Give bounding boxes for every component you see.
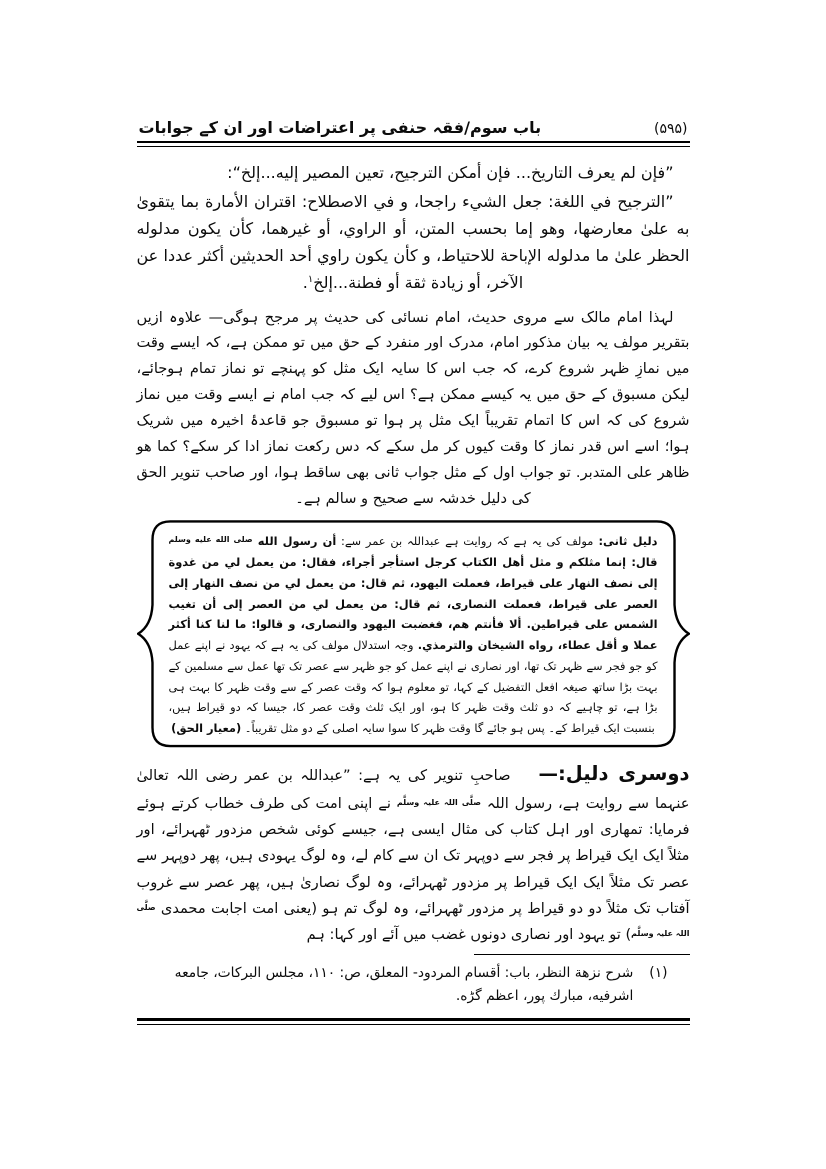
arabic-quote-line: ”فإن لم يعرف التاريخ... فإن أمكن الترجيح، تعين المصير إليه...إلخ“: [227,163,674,182]
second-dalil-heading: دوسری دلیل:— [538,761,690,785]
page-content [137,0,690,1025]
page-number: (۵۹۵) [654,121,688,137]
footnote [137,962,690,1008]
second-dalil-text: صاحبِ تنویر کی یہ ہے: ”عبداللہ بن عمر رضی اللہ تعالیٰ عنہما سے روایت ہے، رسول اللہ $^{صلَّی اللہ علیہ وسلَّم}$ نے اپنی امت کی طرف خطاب کرتے ہوئے فرمایا: تمھاری اور اہل کتاب کی مثال ایسی ہے، جیسے کوئی شخص مزدور ٹھہرائے، اور مثلاً ایک ایک قیراط پر فجر سے دوپہر تک ان سے کام لے، وہ لوگ یہودی ہیں، پھر دوپہر سے عصر تک مثلاً ایک ایک قیراط پر مزدور ٹھہرائے، وہ لوگ نصاریٰ ہیں، پھر عصر سے غروب آفتاب تک مثلاً دو دو قیراط پر مزدور ٹھہرائے، وہ لوگ تم ہو (یعنی امت اجابت محمدی $^{صلَّی اللہ علیہ وسلَّم}$) تو یہود اور نصاری دونوں غضب میں آئے اور کہا: ہم [136,766,690,944]
header-title: باب سوم/فقہ حنفی پر اعتراضات اور ان کے جوابات [138,118,542,137]
dalil-sani-quote-box [137,518,690,750]
footnote-marker: (۱) [649,965,668,982]
urdu-paragraph-1: لہذا امام مالک سے مروی حدیث، امام نسائی کی حدیث پر مرجح ہوگی— علاوہ ازیں بتقریر مولف یہ بیان مذکور امام، مدرک اور منفرد کے حق میں تو ممکن ہے، کہ ایسے وقت میں نمازِ ظہر شروع کرے، کہ جب اس کا سایہ ایک مثل کو پہنچے تو نماز تمام ہوجائے، لیکن مسبوق کے حق میں یہ کیسے ممکن ہے؟ اس لیے کہ جب امام نے ایسے وقت میں نماز شروع کی کہ اس کا اتمام تقریباً ایک مثل پر ہوا تو مسبوق جو قاعدۂ اخیرہ میں شریک ہوا؛ اسے اس قدر نماز کا وقت کیوں کر مل سکے کہ دس رکعت نماز ادا کر سکے؟ كما هو ظاهر على المتدبر. تو جواب اول کے مثل جواب ثانی بھی ساقط ہوا، اور صاحب تنویر الحق کی دلیل خدشہ سے صحیح و سالم ہے۔ [136,308,690,508]
header-double-rule [137,141,690,147]
arabic-definition-tail: . [302,272,308,292]
footnote-text: شرح نزهة النظر، باب: أقسام المردود- المعلق، ص: ۱۱۰، مجلس البركات، جامعه اشرفيه، مبارك پور، اعظم گڑه. [174,965,634,1005]
arabic-definition-paragraph [137,189,690,297]
bottom-double-rule [137,1018,690,1025]
page-header [137,118,690,137]
footnote-ref-1: ۱ [307,273,314,285]
footnote-separator [474,954,690,955]
second-dalil-paragraph [137,756,690,949]
arabic-definition-text: ”الترجيح في اللغة: جعل الشيء راجحا، و في الاصطلاح: اقتران الأمارة بما يتقوىٰ به علىٰ معارضها، وهو إما بحسب المتن، أو الراوي، أو غيرهما، كأن يكون مدلوله الحظر علىٰ ما مدلوله الإباحة للاحتياط، و كأن يكون راوي أحد الحديثين أكثر عددا عن الآخر، أو زيادة ثقة أو فطنة...إلخ [136,192,690,292]
dalil-sani-text: دلیل ثانی: مولف کی یہ ہے کہ روایت ہے عبداللہ بن عمر سے: أن رسول الله $^{صلى الله عليه وسلم}$ قال: إنما مثلكم و مثل أهل الكتاب كرجل استأجر أجراء، فقال: من يعمل لي من غدوة إلى نصف النهار على قيراط، فعملت اليهود، ثم قال: من يعمل لي من نصف النهار إلى العصر على قيراط، فعملت النصارى، ثم قال: من يعمل لي من العصر إلى أن تغيب الشمس على قيراطين. ألا فأنتم هم، فغضبت اليهود والنصارى، و قالوا: ما لنا كنا أكثر عملا و أقل عطاء، رواه الشيخان والترمذي. وجہ استدلال مولف کی یہ ہے کہ یہود نے اپنے عمل کو جو فجر سے ظہر تک تھا، اور نصاری نے اپنے عمل کو جو ظہر سے عصر تک تھا عمل سے مسلمین کے بہت بڑا ساتھ صیغہ افعل التفضیل کے کہا، تو معلوم ہوا کہ وقت عصر کے سے وقت ظہر کا بہت ہی بڑا ہے، تو چاہیے کہ دو ثلث وقت ظہر کا ہو، اور ایک ثلث وقت عصر کا، جیسا کہ دو قیراط ہیں، بنسبت ایک قیراط کے۔ پس ہو جائے گا وقت ظہر کا سوا سایہ اصلی کے دو مثل تقریباً۔ (معیار الحق) [168,534,658,735]
